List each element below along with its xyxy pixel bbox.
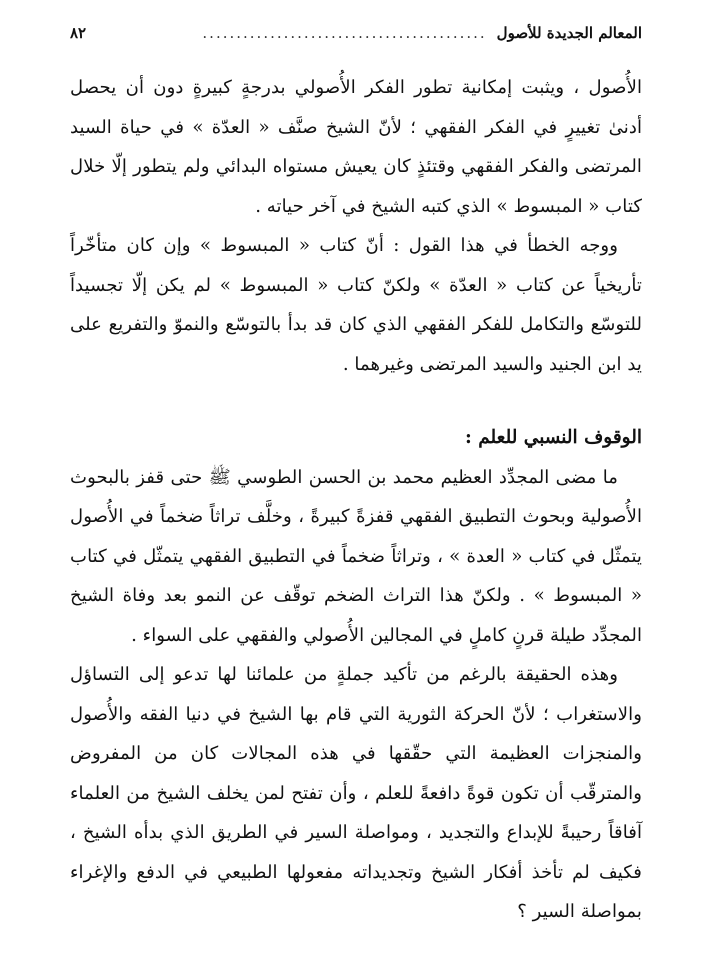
paragraph-continuation: الأُصول ، ويثبت إمكانية تطور الفكر الأُصولي بدرجةٍ كبيرةٍ دون أن يحصل أدنىٰ تغييرٍ في الفكر الفقهي ؛ لأنّ الشيخ صنَّف « العدّة » في حياة السيد المرتضى والفكر الفقهي وقتئذٍ كان يعيش مستواه البدائي ولم يتطور إلّا خلال كتاب « المبسوط » الذي كتبه الشيخ في آخر حياته . xyxy=(70,77,642,217)
section-heading-colon: : xyxy=(464,427,479,448)
running-title: المعالم الجديدة للأصول xyxy=(496,24,642,42)
running-header xyxy=(70,24,642,58)
section-paragraph-2: وهذه الحقيقة بالرغم من تأكيد جملةٍ من علمائنا لها تدعو إلى التساؤل والاستغراب ؛ لأنّ الحركة الثورية التي قام بها الشيخ في دنيا الفقه والأُصول والمنجزات العظيمة التي حقّقها في هذه المجالات كان من المفروض والمترقّب أن تكون قوةً دافعةً للعلم ، وأن تفتح لمن يخلف الشيخ من العلماء آفاقاً رحيبةً للإبداع والتجديد ، ومواصلة السير في الطريق الذي بدأه الشيخ ، فكيف لم تأخذ أفكار الشيخ وتجديداته مفعولها الطبيعي في الدفع والإغراء بمواصلة السير ؟ xyxy=(70,664,642,922)
section-paragraph-1: ما مضى المجدِّد العظيم محمد بن الحسن الطوسي ﷺ حتى قفز بالبحوث الأُصولية وبحوث التطبيق الفقهي قفزةً كبيرةً ، وخلَّف تراثاً ضخماً في الأُصول يتمثّل في كتاب « العدة » ، وتراثاً ضخماً في التطبيق الفقهي يتمثّل في كتاب « المبسوط » . ولكنّ هذا التراث الضخم توقّف عن النمو بعد وفاة الشيخ المجدِّد طيلة قرنٍ كاملٍ في المجالين الأُصولي والفقهي على السواء . xyxy=(70,466,642,646)
section-heading xyxy=(70,418,642,458)
paragraph-objection: ووجه الخطأ في هذا القول : أنّ كتاب « المبسوط » وإن كان متأخّراً تأريخياً عن كتاب « العدّة » ولكنّ كتاب « المبسوط » لم يكن إلّا تجسيداً للتوسّع والتكامل للفكر الفقهي الذي كان قد بدأ بالتوسّع والنموّ والتفريع على يد ابن الجنيد والسيد المرتضى وغيرهما . xyxy=(70,235,642,375)
page-number: ٨٢ xyxy=(70,24,87,42)
section-heading-text: الوقوف النسبي للعلم xyxy=(478,427,642,448)
header-dot-leader: .......................................... xyxy=(202,24,487,42)
page xyxy=(70,24,642,932)
